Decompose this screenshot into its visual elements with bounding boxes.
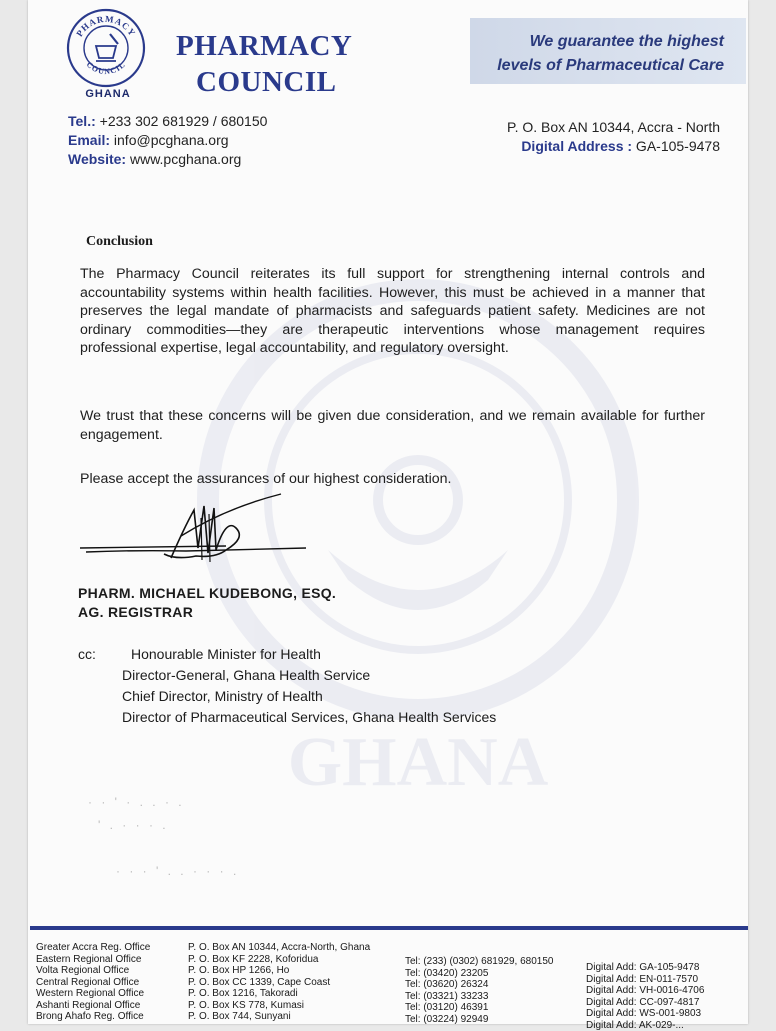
svg-text:COUNCIL — [85, 60, 128, 76]
office-phone: Tel: (03120) 46391 — [405, 1002, 553, 1014]
faded-marks: · · ' · . . · . — [88, 795, 185, 809]
office-digital-address: Digital Add: CC-097-4817 — [586, 997, 704, 1009]
letter-page — [28, 0, 748, 1024]
tagline-line2: levels of Pharmaceutical Care — [470, 54, 724, 78]
office-phone: Tel: (03224) 92949 — [405, 1014, 553, 1026]
office-address: P. O. Box 744, Sunyani — [188, 1011, 370, 1023]
office-phone: Tel: (03420) 23205 — [405, 968, 553, 980]
faded-marks: · · · ' . . · · · . — [116, 864, 239, 878]
office-digital-address: Digital Add: VH-0016-4706 — [586, 985, 704, 997]
footer-addresses — [188, 942, 370, 1023]
office-address: P. O. Box KF 2228, Koforidua — [188, 954, 370, 966]
paragraph-3: Please accept the assurances of our highest consideration. — [80, 470, 705, 489]
signatory — [78, 584, 336, 622]
cc-label: cc: — [78, 644, 96, 665]
section-heading: Conclusion — [86, 234, 153, 250]
office-address: P. O. Box AN 10344, Accra-North, Ghana — [188, 942, 370, 954]
office-name: Volta Regional Office — [36, 965, 150, 977]
cc-list — [122, 644, 622, 728]
paragraph-2: We trust that these concerns will be given due consideration, and we remain available for further engagement. — [80, 407, 705, 444]
cc-item: Honourable Minister for Health — [122, 644, 622, 665]
council-seal-logo — [66, 8, 146, 88]
contact-right — [507, 118, 720, 156]
footer-digital-addresses — [586, 962, 704, 1031]
office-address: P. O. Box HP 1266, Ho — [188, 965, 370, 977]
office-address: P. O. Box 1216, Takoradi — [188, 988, 370, 1000]
tel-value: +233 302 681929 / 680150 — [96, 113, 268, 129]
email-label: Email: — [68, 132, 110, 148]
office-phone: Tel: (03321) 33233 — [405, 991, 553, 1003]
watermark-text: GHANA — [288, 724, 549, 801]
office-name: Western Regional Office — [36, 988, 150, 1000]
org-name-line2: COUNCIL — [196, 66, 336, 99]
paragraph-1: The Pharmacy Council reiterates its full support for strengthening internal controls and accountability systems within health facilities. However, this must be achieved in a manner that preserves the legal mandate of pharmacists and safeguards patient safety. Medicines are not ordinary commodities—they are therapeutic interventions whose management requires professional expertise, legal accountability, and regulatory oversight. — [80, 265, 705, 358]
office-address: P. O. Box CC 1339, Cape Coast — [188, 977, 370, 989]
footer-office-names — [36, 942, 150, 1023]
office-phone: Tel: (233) (0302) 681929, 680150 — [405, 956, 553, 968]
office-name: Central Regional Office — [36, 977, 150, 989]
office-digital-address: Digital Add: AK-029-... — [586, 1020, 704, 1031]
email-value: info@pcghana.org — [110, 132, 229, 148]
signer-name: PHARM. MICHAEL KUDEBONG, ESQ. — [78, 584, 336, 603]
office-phone: Tel: (03620) 26324 — [405, 979, 553, 991]
tagline-line1: We guarantee the highest — [470, 30, 724, 54]
po-box: P. O. Box AN 10344, Accra - North — [507, 118, 720, 137]
office-digital-address: Digital Add: WS-001-9803 — [586, 1008, 704, 1020]
signature — [76, 488, 316, 588]
office-name: Eastern Regional Office — [36, 954, 150, 966]
org-name-line1: PHARMACY — [176, 30, 352, 63]
contact-left — [68, 112, 267, 169]
cc-item: Director of Pharmaceutical Services, Ghana Health Services — [122, 707, 622, 728]
website-label: Website: — [68, 151, 126, 167]
digital-address-value: GA-105-9478 — [632, 138, 720, 154]
office-address: P. O. Box KS 778, Kumasi — [188, 1000, 370, 1012]
signer-title: AG. REGISTRAR — [78, 603, 336, 622]
footer-offices — [28, 926, 748, 1024]
website-value: www.pcghana.org — [126, 151, 241, 167]
office-name: Brong Ahafo Reg. Office — [36, 1011, 150, 1023]
faded-marks: ' . · · · . — [98, 818, 169, 832]
digital-address-label: Digital Address : — [521, 138, 632, 154]
office-name: Greater Accra Reg. Office — [36, 942, 150, 954]
seal-text-bottom: COUNCIL — [85, 60, 128, 76]
tel-label: Tel.: — [68, 113, 96, 129]
seal-text-top: PHARMACY — [74, 14, 138, 39]
footer-rule — [30, 926, 748, 930]
office-name: Ashanti Regional Office — [36, 1000, 150, 1012]
seal-country: GHANA — [78, 88, 138, 100]
office-digital-address: Digital Add: GA-105-9478 — [586, 962, 704, 974]
tagline-banner — [470, 18, 746, 84]
cc-item: Director-General, Ghana Health Service — [122, 665, 622, 686]
footer-phones — [405, 956, 553, 1025]
office-digital-address: Digital Add: EN-011-7570 — [586, 974, 704, 986]
cc-item: Chief Director, Ministry of Health — [122, 686, 622, 707]
